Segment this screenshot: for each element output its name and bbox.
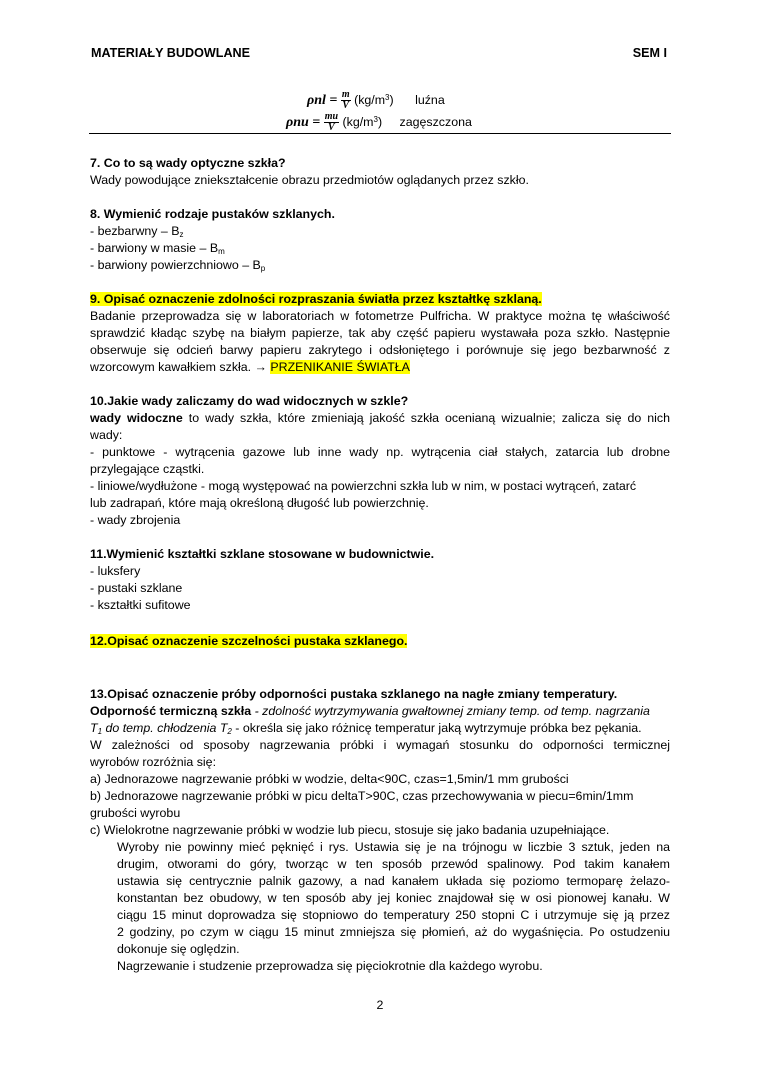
highlighted-title: 12.Opisać oznaczenie szczelności pustaka szklanego. — [90, 634, 408, 648]
formula-unit: (kg/m — [354, 92, 386, 107]
list-item-text: - barwiony w masie – B — [90, 241, 219, 255]
question-11-title: 11.Wymienić kształtki szklane stosowane w budownictwie. — [90, 547, 435, 561]
italic-text: T — [90, 721, 98, 735]
paragraph-line: dokonuje się oględzin. — [117, 942, 240, 956]
page-number: 2 — [376, 998, 384, 1012]
fraction-denominator: V — [328, 122, 335, 133]
question-13-title: 13.Opisać oznaczenie próby odporności pustaka szklanego na nagłe zmiany temperatury. — [90, 687, 618, 701]
formula-symbol: ρnl = — [307, 92, 338, 108]
list-item: grubości wyrobu — [90, 806, 181, 820]
formula-unit-close: ) — [377, 114, 383, 129]
list-item-subscript: p — [260, 264, 266, 273]
paragraph-text: wzorcowym kawałkiem szkła. → — [90, 360, 271, 374]
paragraph-line — [90, 410, 670, 427]
paragraph-line: W zależności od sposoby nagrzewania próbki i wymagań stosunku do odporności termicznej — [90, 738, 670, 752]
list-item: b) Jednorazowe nagrzewanie próbki w picu deltaT>90C, czas przechowywania w piecu=6min/1mm — [90, 789, 634, 803]
paragraph-line — [90, 703, 670, 720]
fraction-numerator: m — [341, 89, 350, 100]
fraction-numerator: mu — [324, 111, 339, 122]
formula-loose-density — [307, 90, 445, 111]
paragraph-line: ustawia się centrycznie palnik gazowy, a nad kanałem układa się poziomo termoparę żelazo- — [117, 874, 670, 888]
formula-compacted-density — [286, 112, 472, 133]
list-item-text: - barwiony powierzchniowo – B — [90, 258, 261, 272]
question-7-answer: Wady powodujące zniekształcenie obrazu przedmiotów oglądanych przez szkło. — [90, 173, 529, 187]
paragraph-line: Wyroby nie powinny mieć pęknięć i rys. Ustawia się je na trójnogu w liczbie 3 sztuk, jeden na — [117, 840, 670, 854]
subscript: 2 — [227, 727, 232, 736]
question-9-title — [90, 291, 670, 308]
formula-unit: (kg/m — [342, 114, 374, 129]
list-item: - pustaki szklane — [90, 581, 183, 595]
question-12-title — [90, 633, 670, 650]
paragraph-line: wady: — [90, 428, 123, 442]
paragraph-text: to wady szkła, które zmieniają jakość szkła ocenianą wizualnie; zalicza się do nich — [182, 411, 670, 425]
paragraph-line: konstantan bez obudowy, w ten sposób aby jej koniec znajdował się w osi pionowej kanału. W — [117, 891, 670, 905]
highlighted-keyword: PRZENIKANIE ŚWIATŁA — [270, 360, 410, 374]
paragraph-line: obserwuje się odcień barwy papieru zakrytego i odsłoniętego i porównuje się jego bezbarwność z — [90, 343, 670, 357]
paragraph-line: 2 godziny, po czym w ciągu 15 minut zmniejsza się płomień, aż do wygaśnięcia. Po ostudzeniu — [117, 925, 670, 939]
document-header-semester: SEM I — [632, 46, 667, 60]
formula-fraction — [341, 90, 351, 111]
list-item-text: - bezbarwny – B — [90, 224, 180, 238]
fraction-denominator: V — [342, 100, 350, 111]
paragraph-line: ciągu 15 minut doprowadza się stopniowo do temperatury 250 stopni C i utrzymuje się ją przez — [117, 908, 670, 922]
formula-symbol: ρnu = — [286, 114, 321, 130]
paragraph-line: Nagrzewanie i studzenie przeprowadza się pięciokrotnie dla każdego wyrobu. — [117, 959, 543, 973]
italic-definition: - zdolność wytrzymywania gwałtownej zmiany temp. od temp. nagrzania — [251, 704, 650, 718]
formula-fraction — [324, 112, 339, 133]
paragraph-line: sprawdzić kładąc szybę na białym papierze, tak aby część papieru wystawała poza szkło. Następnie — [90, 326, 670, 340]
list-item: a) Jednorazowe nagrzewanie próbki w wodzie, delta<90C, czas=1,5min/1 mm grubości — [90, 772, 569, 786]
unit-exponent: 3 — [373, 114, 378, 124]
paragraph-text: - określa się jako różnicę temperatur jaką wytrzymuje próbka bez pękania. — [231, 721, 642, 735]
list-item-subscript: m — [218, 247, 225, 256]
list-item: c) Wielokrotne nagrzewanie próbki w wodzie lub piecu, stosuje się jako badania uzupełniające. — [90, 823, 610, 837]
formula-description: zagęszczona — [399, 114, 472, 129]
list-item — [90, 257, 670, 277]
question-7-title: 7. Co to są wady optyczne szkła? — [90, 156, 286, 170]
highlighted-title: 9. Opisać oznaczenie zdolności rozpraszania światła przez kształtkę szklaną. — [90, 292, 542, 306]
italic-text: do temp. chłodzenia T — [102, 721, 228, 735]
paragraph-line: drugim, otworami do góry, tworząc w ten sposób przewód spalinowy. Pod takim kanałem — [117, 857, 670, 871]
paragraph-line: - punktowe - wytrącenia gazowe lub inne wady np. wytrącenia ciał stałych, zatarcia lub drobne — [90, 445, 670, 459]
formula-unit-close: ) — [389, 92, 394, 107]
paragraph-line — [90, 359, 670, 376]
horizontal-divider — [89, 133, 671, 134]
list-item: - luksfery — [90, 564, 141, 578]
paragraph-line: - liniowe/wydłużone - mogą występować na powierzchni szkła lub w nim, w postaci wytrąceń, zatarć — [90, 479, 637, 493]
paragraph-line: lub zadrapań, które mają określoną długość lub powierzchnię. — [90, 496, 429, 510]
list-item-subscript: z — [179, 230, 184, 239]
subscript: 1 — [97, 727, 103, 736]
question-10-title: 10.Jakie wady zaliczamy do wad widocznych w szkle? — [90, 394, 409, 408]
paragraph-line: Badanie przeprowadza się w laboratoriach w fotometrze Pulfricha. W praktyce można tę właściwość — [90, 309, 670, 323]
document-header-title: MATERIAŁY BUDOWLANE — [91, 46, 251, 60]
formula-description: luźna — [415, 92, 445, 107]
bold-term: Odporność termiczną szkła — [90, 704, 252, 718]
paragraph-line: - wady zbrojenia — [90, 513, 181, 527]
paragraph-line: wyrobów rozróżnia się: — [90, 755, 217, 769]
list-item: - kształtki sufitowe — [90, 598, 191, 612]
unit-exponent: 3 — [385, 92, 390, 102]
paragraph-line: przylegające cząstki. — [90, 462, 205, 476]
bold-term: wady widoczne — [90, 411, 183, 425]
question-8-title: 8. Wymienić rodzaje pustaków szklanych. — [90, 207, 335, 221]
